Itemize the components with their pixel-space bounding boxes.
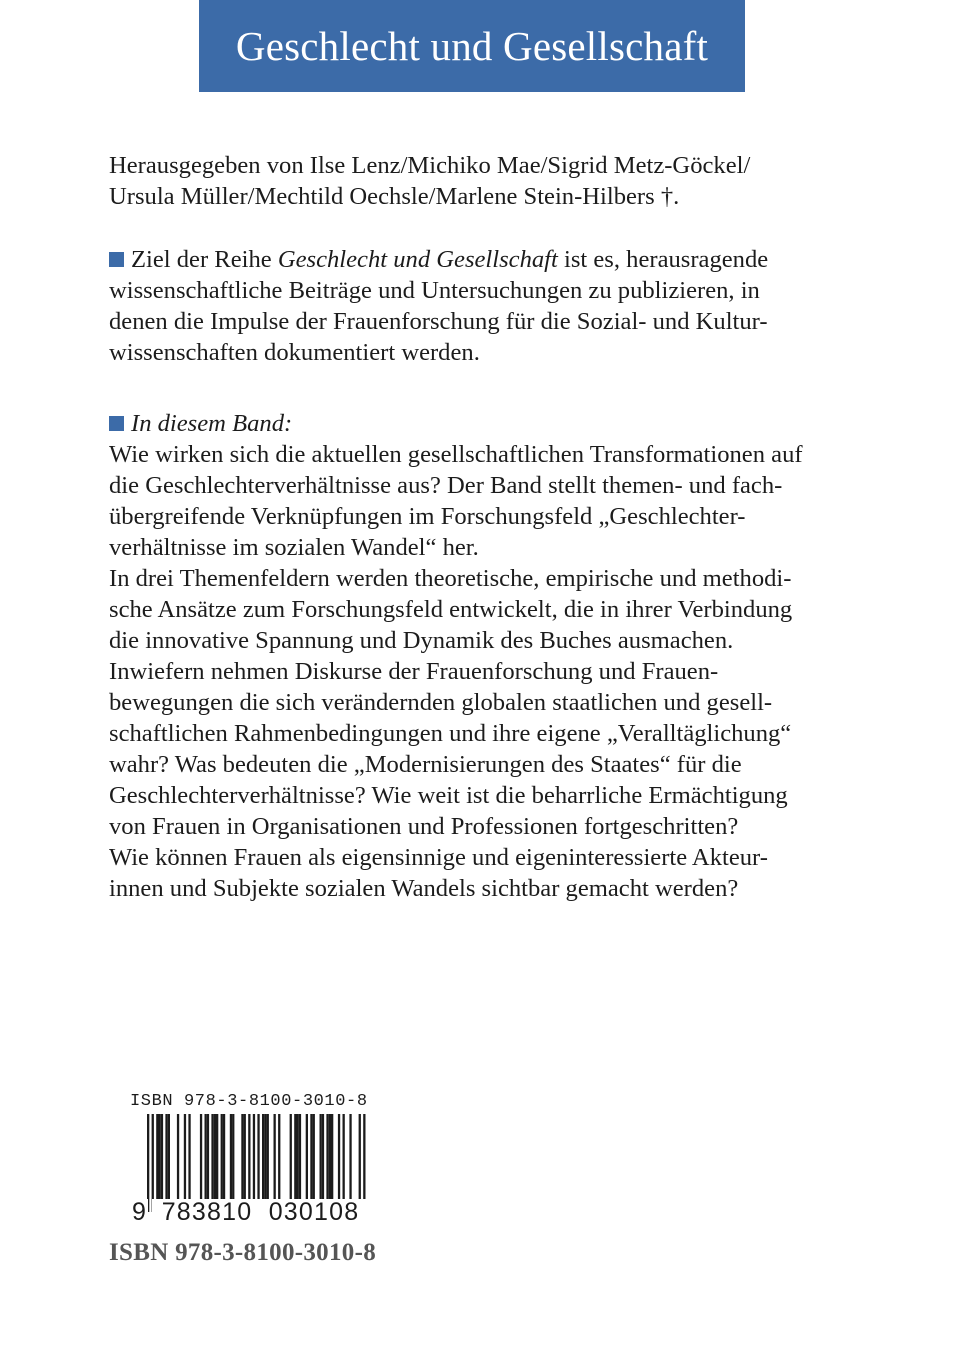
- barcode-bar: [188, 1114, 190, 1200]
- band-line: Wie wirken sich die aktuellen gesellschaftlichen Transformationen auf: [109, 441, 803, 468]
- aim-text-post: ist es, herausragende: [557, 246, 769, 273]
- band-line: von Frauen in Organisationen und Professionen fortgeschritten?: [109, 813, 739, 840]
- barcode-digits-left: 783810: [152, 1199, 262, 1225]
- barcode-bar: [165, 1114, 167, 1200]
- band-line: Wie können Frauen als eigensinnige und eigeninteressierte Akteur-: [109, 844, 768, 871]
- barcode-bar: [290, 1114, 292, 1200]
- barcode-guard-bar: [257, 1114, 259, 1212]
- editors-line: Ursula Müller/Mechtild Oechsle/Marlene Stein-Hilbers †.: [109, 183, 680, 210]
- barcode-bar: [262, 1114, 264, 1200]
- editors-line: Herausgegeben von Ilse Lenz/Michiko Mae/Sigrid Metz-Göckel/: [109, 152, 751, 179]
- barcode-bar: [338, 1114, 340, 1200]
- barcode-bar: [306, 1114, 308, 1200]
- barcode-bar: [349, 1114, 351, 1200]
- band-line: sche Ansätze zum Forschungsfeld entwickelt, die in ihrer Verbindung: [109, 596, 793, 623]
- aim-line: denen die Impulse der Frauenforschung für die Sozial- und Kultur-: [109, 308, 768, 335]
- band-line: wahr? Was bedeuten die „Modernisierungen des Staates“ für die: [109, 751, 742, 778]
- series-title-italic: Geschlecht und Gesellschaft: [277, 246, 558, 273]
- barcode-digit-first: 9: [132, 1198, 146, 1226]
- barcode-bar: [264, 1114, 266, 1200]
- barcode-bar: [223, 1114, 225, 1200]
- barcode-bar: [244, 1114, 246, 1200]
- barcode-bar: [294, 1114, 296, 1200]
- barcode-bar: [159, 1114, 161, 1200]
- barcode-bar: [200, 1114, 202, 1200]
- barcode-bar: [248, 1114, 250, 1200]
- barcode-guard-bar: [363, 1114, 365, 1212]
- band-line: In drei Themenfeldern werden theoretische, empirische und methodi-: [109, 565, 792, 592]
- barcode-bar: [207, 1114, 209, 1200]
- series-title: Geschlecht und Gesellschaft: [235, 23, 709, 69]
- barcode-bar: [278, 1114, 280, 1200]
- band-line: bewegungen die sich verändernden globalen staatlichen und gesell-: [109, 689, 773, 716]
- series-banner: [199, 0, 745, 92]
- band-line: schaftlichen Rahmenbedingungen und ihre eigene „Veralltäglichung“: [109, 720, 792, 747]
- barcode-bar: [274, 1114, 276, 1200]
- barcode-bar: [168, 1114, 170, 1200]
- barcode-bar: [299, 1114, 301, 1200]
- barcode-guard-bar: [253, 1114, 255, 1212]
- barcode-bar: [343, 1114, 345, 1200]
- barcode-bar: [331, 1114, 333, 1200]
- barcode-bar: [267, 1114, 269, 1200]
- barcode-bar: [320, 1114, 322, 1200]
- barcode-isbn-label: ISBN 978-3-8100-3010-8: [130, 1092, 368, 1111]
- barcode-bar: [310, 1114, 312, 1200]
- barcode-digits-right: 030108: [258, 1199, 370, 1225]
- isbn-print: ISBN 978-3-8100-3010-8: [109, 1239, 377, 1266]
- band-line: verhältnisse im sozialen Wandel“ her.: [109, 534, 479, 561]
- band-line: die innovative Spannung und Dynamik des Buches ausmachen.: [109, 627, 734, 654]
- aim-line: wissenschaften dokumentiert werden.: [109, 339, 480, 366]
- bullet-square-icon: [109, 416, 124, 431]
- barcode-guard-bar: [152, 1114, 154, 1212]
- editors-note: [109, 150, 889, 212]
- aim-text-pre: Ziel der Reihe: [131, 246, 278, 273]
- barcode-bar: [205, 1114, 207, 1200]
- barcode-bar: [297, 1114, 299, 1200]
- barcode-bar: [211, 1114, 213, 1200]
- barcode-digits: [130, 1199, 390, 1225]
- band-heading: In diesem Band:: [131, 410, 293, 437]
- bullet-square-icon: [109, 252, 124, 267]
- band-line: innen und Subjekte sozialen Wandels sichtbar gemacht werden?: [109, 875, 739, 902]
- barcode-bar: [232, 1114, 234, 1200]
- isbn-barcode: [130, 1092, 390, 1232]
- band-line: übergreifende Verknüpfungen im Forschungsfeld „Geschlechter-: [109, 503, 746, 530]
- series-aim-paragraph: [109, 244, 889, 368]
- band-description: [109, 408, 889, 904]
- barcode-bar: [230, 1114, 232, 1200]
- band-line: Geschlechterverhältnisse? Wie weit ist die beharrliche Ermächtigung: [109, 782, 788, 809]
- barcode-bar: [221, 1114, 223, 1200]
- barcode-bar: [177, 1114, 179, 1200]
- barcode-bar: [326, 1114, 328, 1200]
- barcode-bar: [329, 1114, 331, 1200]
- barcode-bar: [184, 1114, 186, 1200]
- barcode-bar: [156, 1114, 158, 1200]
- band-line: Inwiefern nehmen Diskurse der Frauenforschung und Frauen-: [109, 658, 719, 685]
- barcode-bar: [216, 1114, 218, 1200]
- barcode-guard-bar: [147, 1114, 149, 1212]
- barcode-bar: [313, 1114, 315, 1200]
- barcode-bar: [241, 1114, 243, 1200]
- band-line: die Geschlechterverhältnisse aus? Der Band stellt themen- und fach-: [109, 472, 783, 499]
- barcode-bar: [161, 1114, 163, 1200]
- barcode-bar: [322, 1114, 324, 1200]
- barcode-bar: [214, 1114, 216, 1200]
- aim-line: wissenschaftliche Beiträge und Untersuchungen zu publizieren, in: [109, 277, 760, 304]
